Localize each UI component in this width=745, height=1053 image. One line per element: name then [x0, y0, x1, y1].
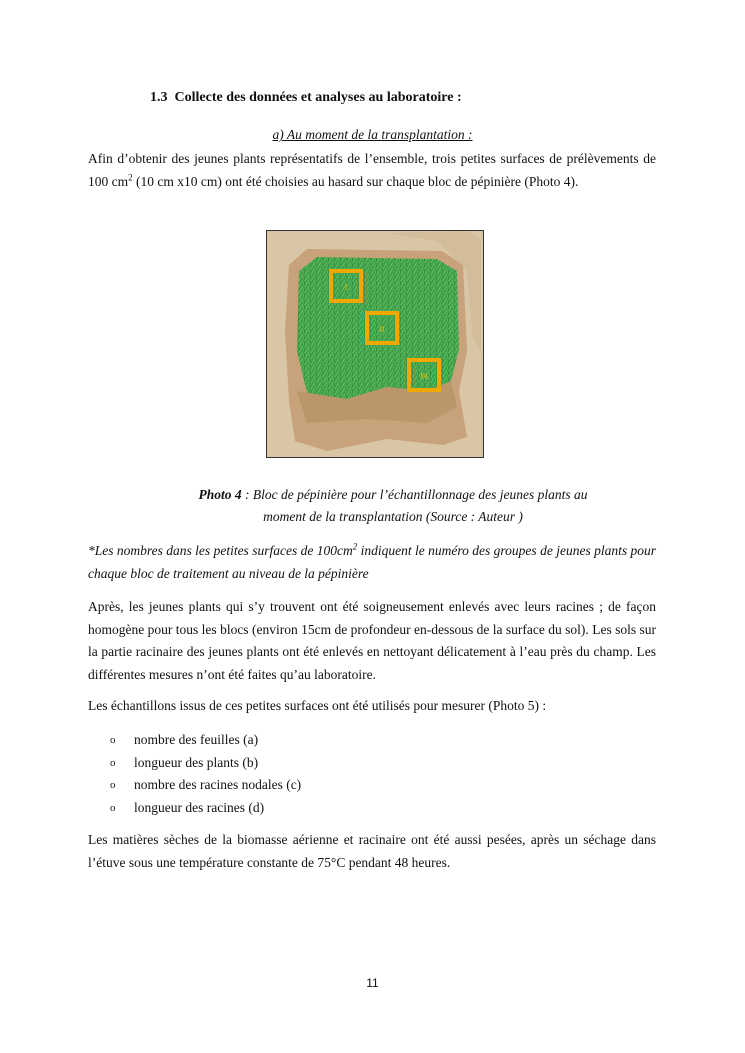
- intro-paragraph: [88, 148, 656, 193]
- measurement-list: [110, 729, 301, 819]
- bullet-marker: o: [110, 756, 116, 769]
- bullet-marker: o: [110, 734, 116, 746]
- measurement-intro: Les échantillons issus de ces petites surfaces ont été utilisés pour mesurer (Photo 5) :: [88, 698, 547, 713]
- sample-box-2-label: II: [379, 325, 385, 334]
- method-paragraph: Après, les jeunes plants qui s’y trouvent ont été soigneusement enlevés avec leurs racines ; de façon homogène pour tous les blocs (environ 15cm de profondeur en-dessous de la surface du sol). Les sols sur la partie racinaire des jeunes plants ont été enlevés en nettoyant délicatement à l’eau près du champ. Les différentes mesures n’ont été faites qu’au laboratoire.: [88, 599, 656, 682]
- note-superscript: 2: [352, 541, 358, 552]
- subsection-heading: a) Au moment de la transplantation :: [272, 127, 473, 142]
- caption-label: Photo 4: [198, 487, 242, 502]
- intro-text: Afin d’obtenir des jeunes plants représentatifs de l’ensemble, trois petites surfaces de prélèvements de 100 cm: [88, 151, 656, 189]
- list-item-text: longueur des racines (d): [134, 799, 265, 815]
- section-heading: [150, 90, 462, 106]
- bullet-marker: o: [110, 801, 116, 814]
- list-item: [110, 774, 301, 797]
- photo-note: [88, 540, 656, 585]
- sample-box-3-label: III: [420, 372, 428, 381]
- list-item-text: longueur des plants (b): [134, 754, 259, 770]
- list-item-text: nombre des racines nodales (c): [134, 777, 302, 792]
- drying-paragraph: Les matières sèches de la biomasse aérienne et racinaire ont été aussi pesées, après un séchage dans l’étuve sous une température constante de 75°C pendant 48 heures.: [88, 832, 656, 870]
- sample-box-1-label: I: [344, 283, 348, 292]
- photo-caption: [88, 484, 698, 528]
- nursery-photo-image: [267, 231, 483, 457]
- list-item: [110, 752, 301, 775]
- nursery-photo: [266, 230, 484, 458]
- list-item-text: nombre des feuilles (a): [134, 732, 259, 747]
- section-title: Collecte des données et analyses au laboratoire :: [174, 90, 462, 105]
- page-number: 11: [366, 976, 379, 990]
- section-number: 1.3: [150, 90, 168, 105]
- caption-line-2: moment de la transplantation (Source : Auteur ): [263, 509, 523, 524]
- intro-text-end: (10 cm x10 cm) ont été choisies au hasard sur chaque bloc de pépinière (Photo 4).: [132, 173, 579, 189]
- note-text: *Les nombres dans les petites surfaces de 100cm: [88, 543, 353, 558]
- list-item: [110, 729, 301, 752]
- grass-area: [297, 257, 459, 399]
- superscript: 2: [128, 172, 133, 182]
- bullet-marker: o: [110, 779, 116, 791]
- note-text-end: indiquent le numéro des groupes de jeunes plants pour chaque bloc de traitement au niveau de la pépinière: [88, 543, 656, 581]
- list-item: [110, 797, 301, 820]
- caption-line-1: : Bloc de pépinière pour l’échantillonnage des jeunes plants au: [241, 487, 588, 502]
